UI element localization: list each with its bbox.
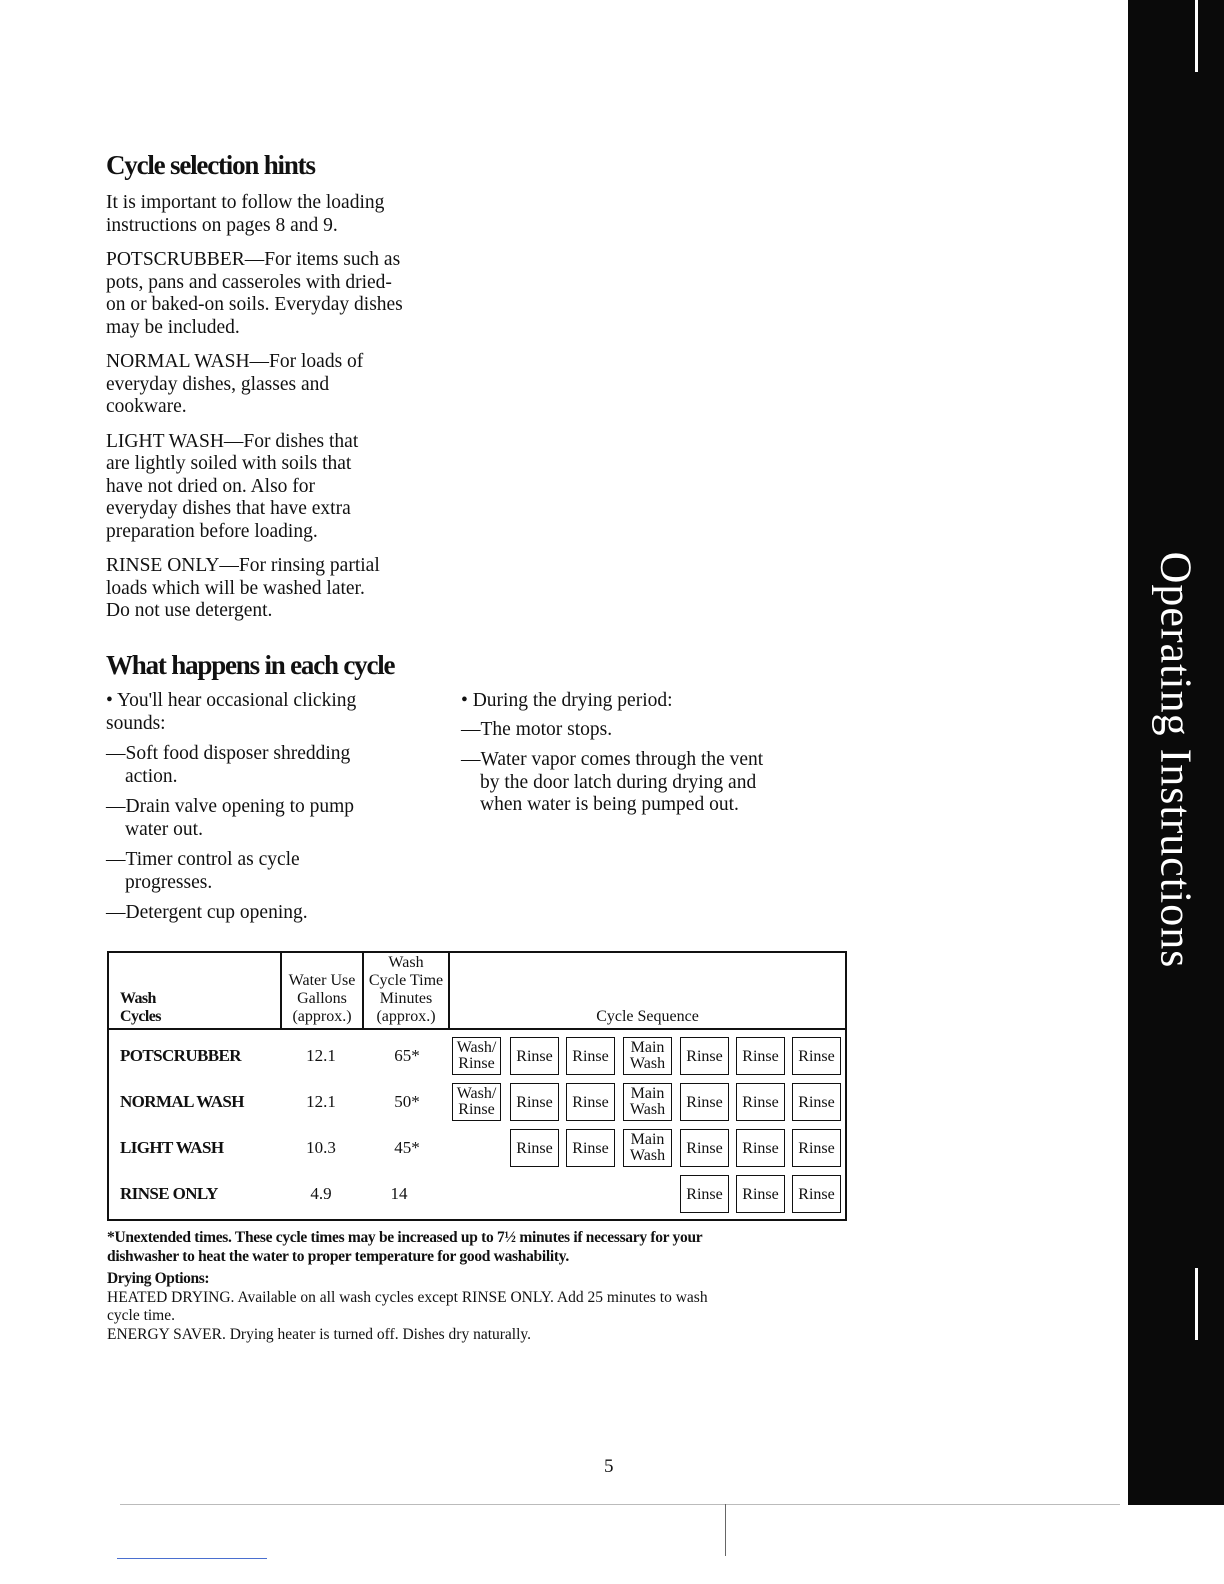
cycle-time-value: 45* — [394, 1138, 420, 1157]
list-item: • You'll hear occasional clicking sounds: — [106, 690, 357, 734]
sequence-step: Rinse — [736, 1129, 785, 1167]
sequence-step: Main Wash — [623, 1083, 672, 1121]
light-wash-paragraph: LIGHT WASH—For dishes that are lightly soiled with soils that have not dried on. Also for everyday dishes that have extra preparation before loading. — [106, 430, 359, 542]
cycle-time-value: 14 — [390, 1184, 408, 1203]
water-use-value: 12.1 — [306, 1092, 336, 1111]
scan-rule — [120, 1504, 1120, 1505]
heated-drying-note-2: cycle time. — [107, 1307, 175, 1324]
page-number: 5 — [604, 1456, 614, 1477]
sequence-step: Main Wash — [623, 1037, 672, 1075]
cycle-name: POTSCRUBBER — [120, 1046, 241, 1065]
drying-options-heading: Drying Options: — [107, 1270, 210, 1287]
unextended-note-2: dishwasher to heat the water to proper temperature for good washability. — [107, 1247, 569, 1265]
water-use-value: 4.9 — [310, 1184, 332, 1203]
sequence-step: Rinse — [510, 1037, 559, 1075]
sequence-step: Rinse — [566, 1129, 615, 1167]
footnotes — [107, 1229, 907, 1344]
unextended-note-1: *Unextended times. These cycle times may be increased up to 7½ minutes if necessary for your — [107, 1229, 703, 1246]
intro-paragraph: It is important to follow the loading instructions on pages 8 and 9. — [106, 192, 385, 236]
header-wash-cycles: Wash Cycles — [120, 990, 161, 1025]
header-water-use: Water Use Gallons (approx.) — [288, 972, 356, 1025]
cycle-table — [107, 951, 847, 1221]
sequence-step: Rinse — [510, 1083, 559, 1121]
sequence-step: Rinse — [792, 1175, 841, 1213]
what-happens-heading: What happens in each cycle — [106, 650, 395, 680]
list-item: —Detergent cup opening. — [106, 902, 308, 923]
cycle-selection-body — [106, 192, 406, 623]
sequence-step: Rinse — [680, 1129, 729, 1167]
sequence-step: Rinse — [736, 1037, 785, 1075]
sequence-step: Rinse — [680, 1175, 729, 1213]
header-cycle-sequence: Cycle Sequence — [596, 1008, 699, 1025]
list-item: —Timer control as cycle progresses. — [106, 849, 300, 893]
list-item: • During the drying period: — [461, 690, 673, 711]
sequence-step: Rinse — [736, 1175, 785, 1213]
water-use-value: 12.1 — [306, 1046, 336, 1065]
scan-rule — [725, 1504, 726, 1556]
sequence-step: Wash/ Rinse — [452, 1037, 501, 1075]
what-happens-right-list — [461, 690, 764, 825]
water-use-value: 10.3 — [306, 1138, 336, 1157]
sequence-step: Rinse — [792, 1129, 841, 1167]
side-tab-label: Operating Instructions — [1151, 551, 1201, 969]
list-item: —Soft food disposer shredding action. — [106, 743, 351, 787]
sequence-step: Rinse — [736, 1083, 785, 1121]
heated-drying-note-1: HEATED DRYING. Available on all wash cycles except RINSE ONLY. Add 25 minutes to wash — [107, 1288, 708, 1306]
cycle-selection-heading: Cycle selection hints — [106, 150, 315, 180]
sequence-step: Wash/ Rinse — [452, 1083, 501, 1121]
sequence-step: Main Wash — [623, 1129, 672, 1167]
normal-wash-paragraph: NORMAL WASH—For loads of everyday dishes, glasses and cookware. — [106, 351, 364, 417]
list-item: —Drain valve opening to pump water out. — [106, 796, 355, 840]
list-item: —Water vapor comes through the vent by the door latch during drying and when water is being pumped out. — [461, 749, 764, 815]
sequence-step: Rinse — [792, 1037, 841, 1075]
rinse-only-paragraph: RINSE ONLY—For rinsing partial loads which will be washed later. — [106, 555, 380, 599]
cycle-time-value: 50* — [394, 1092, 420, 1111]
sequence-step: Rinse — [510, 1129, 559, 1167]
sequence-step: Rinse — [566, 1083, 615, 1121]
energy-saver-note: ENERGY SAVER. Drying heater is turned off. Dishes dry naturally. — [107, 1325, 532, 1343]
cycle-time-value: 65* — [394, 1046, 420, 1065]
cycle-name: NORMAL WASH — [120, 1092, 244, 1111]
sequence-step: Rinse — [680, 1083, 729, 1121]
cycle-name: LIGHT WASH — [120, 1138, 224, 1157]
sequence-step: Rinse — [792, 1083, 841, 1121]
sequence-step: Rinse — [566, 1037, 615, 1075]
what-happens-left-list — [106, 690, 406, 933]
list-item: —The motor stops. — [461, 718, 613, 740]
sequence-step: Rinse — [680, 1037, 729, 1075]
scan-rule — [117, 1558, 267, 1559]
rinse-only-note: Do not use detergent. — [106, 600, 273, 621]
cycle-name: RINSE ONLY — [120, 1184, 218, 1203]
header-cycle-time: Wash Cycle Time Minutes (approx.) — [368, 954, 444, 1025]
potscrubber-paragraph: POTSCRUBBER—For items such as pots, pans and casseroles with dried-on or baked-on soils. Everyday dishes may be included. — [106, 249, 403, 338]
